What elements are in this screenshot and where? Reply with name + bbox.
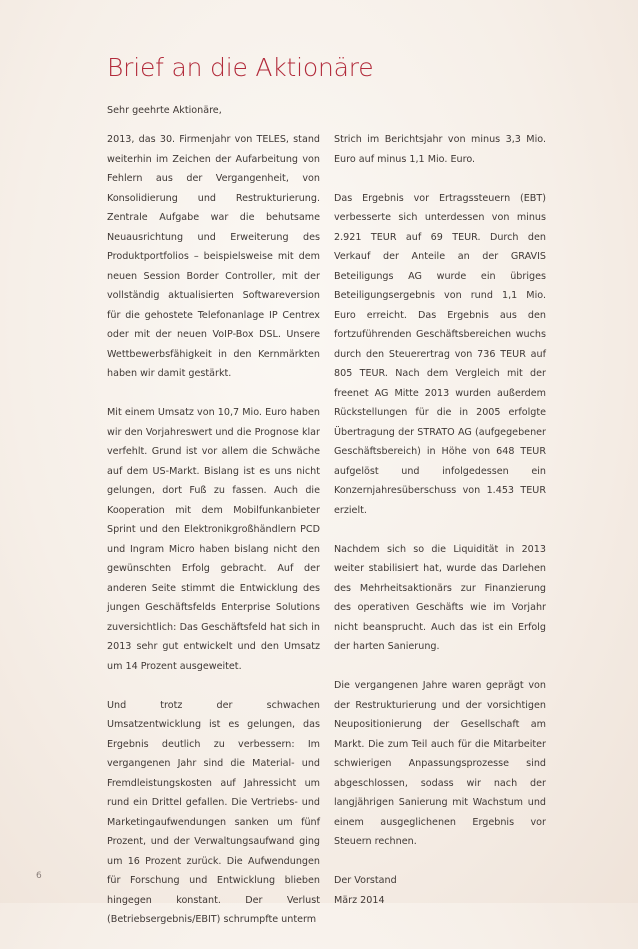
left-column	[107, 130, 320, 949]
paragraph: Das Ergebnis vor Ertragssteuern (EBT) verbesserte sich unterdessen von minus 2.921 TEUR auf 69 TEUR. Durch den Verkauf der Anteile an der GRAVIS Beteiligungs AG wurde ein übriges Beteiligungsergebnis von rund 1,1 Mio. Euro erreicht. Das Ergebnis aus den fortzuführenden Geschäftsbereichen wuchs durch den Steuerertrag von 736 TEUR auf 805 TEUR. Nach dem Vergleich mit der freenet AG Mitte 2013 wurden außerdem Rückstellungen für die in 2005 erfolgte Übertragung der STRATO AG (aufgegebener Geschäftsbereich) in Höhe von 648 TEUR aufgelöst und infolgedessen ein Konzernjahresüberschuss von 1.453 TEUR erzielt.	[334, 192, 546, 516]
paragraph: 2013, das 30. Firmenjahr von TELES, stand weiterhin im Zeichen der Aufarbeitung von Fehlern aus der Vergangenheit, von Konsolidierung und Restrukturierung. Zentrale Aufgabe war die behutsame Neuausrichtung und Erweiterung des Produktportfolios – beispielsweise mit dem neuen Session Border Controller, mit der vollständig aktualisierten Softwareversion für die gehostete Telefonanlage IP Centrex oder mit der neuen VoIP-Box DSL. Unsere Wettbewerbsfähigkeit in den Kernmärkten haben wir damit gestärkt.	[107, 134, 320, 379]
page-title: Brief an die Aktionäre	[107, 53, 374, 82]
right-column	[334, 130, 546, 910]
paragraph: Mit einem Umsatz von 10,7 Mio. Euro haben wir den Vorjahreswert und die Prognose klar verfehlt. Grund ist vor allem die Schwäche auf dem US-Markt. Bislang ist es uns nicht gelungen, dort Fuß zu fassen. Auch die Kooperation mit dem Mobilfunkanbieter Sprint und den Elektronikgroßhändlern PCD und Ingram Micro haben bislang nicht den gewünschten Erfolg gebracht. Auf der anderen Seite stimmt die Entwicklung des jungen Geschäftsfelds Enterprise Solutions zuversichtlich: Das Geschäftsfeld hat sich in 2013 sehr gut entwickelt und den Umsatz um 14 Prozent ausgeweitet.	[107, 407, 320, 672]
paragraph: Die vergangenen Jahre waren geprägt von der Restrukturierung und der vorsichtigen Neupositionierung der Gesellschaft am Markt. Die zum Teil auch für die Mitarbeiter schwierigen Anpassungsprozesse sind abgeschlossen, sodass wir nach der langjährigen Sanierung mit Wachstum und einem ausgeglichenen Ergebnis vor Steuern rechnen.	[334, 680, 546, 847]
page-number: 6	[36, 871, 42, 881]
paragraph: Strich im Berichtsjahr von minus 3,3 Mio. Euro auf minus 1,1 Mio. Euro.	[334, 134, 546, 165]
paragraph: Und trotz der schwachen Umsatzentwicklung ist es gelungen, das Ergebnis deutlich zu verbessern: Im vergangenen Jahr sind die Material- und Fremdleistungskosten auf Jahressicht um rund ein Drittel gefallen. Die Vertriebs- und Marketingaufwendungen sanken um fünf Prozent, und der Verwaltungsaufwand ging um 16 Prozent zurück. Die Aufwendungen für Forschung und Entwicklung blieben hingegen konstant. Der Verlust (Betriebsergebnis/EBIT) schrumpfte unterm	[107, 699, 320, 925]
paragraph: Nachdem sich so die Liquidität in 2013 weiter stabilisiert hat, wurde das Darlehen des Mehrheitsaktionärs zur Finanzierung des operativen Geschäfts wie im Vorjahr nicht beansprucht. Auch das ist ein Erfolg der harten Sanierung.	[334, 543, 546, 652]
signoff-date: März 2014	[334, 894, 385, 906]
salutation: Sehr geehrte Aktionäre,	[107, 105, 222, 116]
signoff-closing: Der Vorstand	[334, 875, 397, 886]
signoff	[334, 871, 546, 910]
